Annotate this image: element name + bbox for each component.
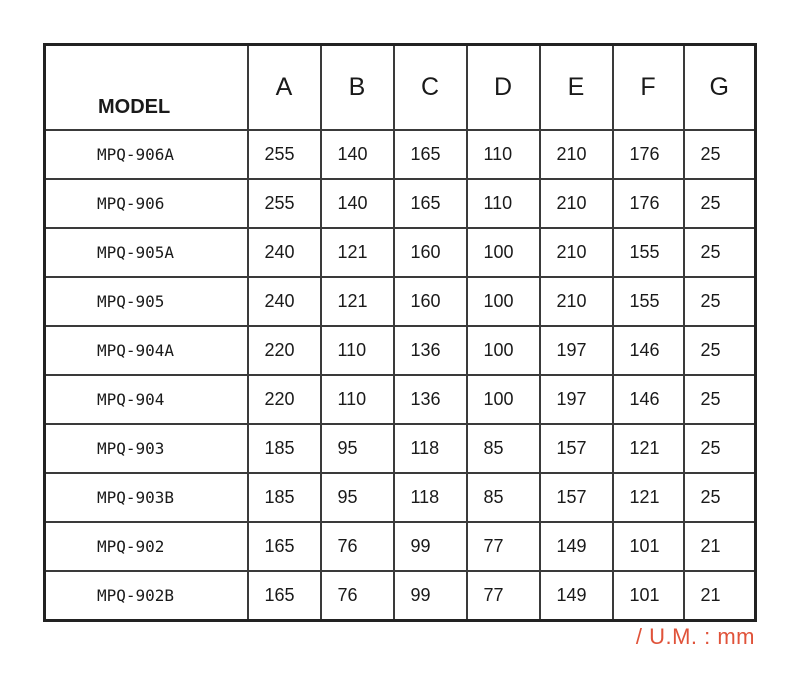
value-cell-c: 160 xyxy=(394,228,467,277)
value-cell-d: 77 xyxy=(467,571,540,621)
value-cell-g: 25 xyxy=(684,424,756,473)
value-cell-c: 165 xyxy=(394,179,467,228)
value-cell-c: 136 xyxy=(394,375,467,424)
header-row xyxy=(45,45,756,131)
table-row xyxy=(45,130,756,179)
value-cell-a: 255 xyxy=(248,179,321,228)
value-cell-e: 149 xyxy=(540,522,613,571)
value-cell-f: 146 xyxy=(613,375,684,424)
model-cell: MPQ-906A xyxy=(45,130,248,179)
model-cell: MPQ-904A xyxy=(45,326,248,375)
value-cell-a: 240 xyxy=(248,228,321,277)
value-cell-f: 101 xyxy=(613,571,684,621)
value-cell-f: 155 xyxy=(613,228,684,277)
column-header-g: G xyxy=(684,45,756,131)
value-cell-e: 210 xyxy=(540,228,613,277)
value-cell-d: 85 xyxy=(467,473,540,522)
value-cell-c: 136 xyxy=(394,326,467,375)
value-cell-g: 21 xyxy=(684,522,756,571)
model-cell: MPQ-906 xyxy=(45,179,248,228)
table-row xyxy=(45,375,756,424)
column-header-e: E xyxy=(540,45,613,131)
table-row xyxy=(45,473,756,522)
value-cell-b: 110 xyxy=(321,375,394,424)
column-header-model: MODEL xyxy=(45,45,248,131)
value-cell-c: 99 xyxy=(394,571,467,621)
value-cell-a: 220 xyxy=(248,375,321,424)
value-cell-b: 121 xyxy=(321,277,394,326)
value-cell-d: 100 xyxy=(467,375,540,424)
table-row xyxy=(45,571,756,621)
table-row xyxy=(45,179,756,228)
model-cell: MPQ-905A xyxy=(45,228,248,277)
table-row xyxy=(45,277,756,326)
model-cell: MPQ-903B xyxy=(45,473,248,522)
value-cell-c: 118 xyxy=(394,424,467,473)
value-cell-b: 95 xyxy=(321,473,394,522)
value-cell-a: 185 xyxy=(248,424,321,473)
unit-note: / U.M. : mm xyxy=(635,624,755,649)
column-header-b: B xyxy=(321,45,394,131)
value-cell-b: 121 xyxy=(321,228,394,277)
value-cell-e: 157 xyxy=(540,473,613,522)
value-cell-a: 220 xyxy=(248,326,321,375)
table-row xyxy=(45,424,756,473)
table-row xyxy=(45,522,756,571)
value-cell-g: 21 xyxy=(684,571,756,621)
value-cell-b: 140 xyxy=(321,179,394,228)
table-row xyxy=(45,326,756,375)
value-cell-f: 146 xyxy=(613,326,684,375)
value-cell-g: 25 xyxy=(684,473,756,522)
value-cell-e: 197 xyxy=(540,326,613,375)
value-cell-e: 210 xyxy=(540,179,613,228)
value-cell-f: 176 xyxy=(613,130,684,179)
value-cell-e: 210 xyxy=(540,277,613,326)
value-cell-b: 76 xyxy=(321,522,394,571)
value-cell-e: 210 xyxy=(540,130,613,179)
value-cell-b: 76 xyxy=(321,571,394,621)
model-cell: MPQ-905 xyxy=(45,277,248,326)
value-cell-a: 165 xyxy=(248,571,321,621)
value-cell-e: 149 xyxy=(540,571,613,621)
model-cell: MPQ-902B xyxy=(45,571,248,621)
value-cell-g: 25 xyxy=(684,228,756,277)
value-cell-d: 100 xyxy=(467,277,540,326)
value-cell-f: 155 xyxy=(613,277,684,326)
value-cell-f: 121 xyxy=(613,473,684,522)
value-cell-f: 121 xyxy=(613,424,684,473)
value-cell-d: 100 xyxy=(467,228,540,277)
column-header-c: C xyxy=(394,45,467,131)
column-header-f: F xyxy=(613,45,684,131)
table-body xyxy=(45,130,756,621)
value-cell-b: 110 xyxy=(321,326,394,375)
value-cell-c: 118 xyxy=(394,473,467,522)
value-cell-g: 25 xyxy=(684,326,756,375)
value-cell-g: 25 xyxy=(684,375,756,424)
value-cell-d: 77 xyxy=(467,522,540,571)
value-cell-g: 25 xyxy=(684,130,756,179)
value-cell-f: 176 xyxy=(613,179,684,228)
value-cell-b: 95 xyxy=(321,424,394,473)
value-cell-a: 185 xyxy=(248,473,321,522)
model-cell: MPQ-902 xyxy=(45,522,248,571)
value-cell-c: 160 xyxy=(394,277,467,326)
dimensions-table xyxy=(43,43,757,622)
table-row xyxy=(45,228,756,277)
value-cell-e: 197 xyxy=(540,375,613,424)
table-header xyxy=(45,45,756,131)
value-cell-b: 140 xyxy=(321,130,394,179)
value-cell-d: 110 xyxy=(467,179,540,228)
column-header-d: D xyxy=(467,45,540,131)
value-cell-c: 99 xyxy=(394,522,467,571)
value-cell-c: 165 xyxy=(394,130,467,179)
value-cell-d: 110 xyxy=(467,130,540,179)
column-header-a: A xyxy=(248,45,321,131)
value-cell-a: 165 xyxy=(248,522,321,571)
value-cell-a: 240 xyxy=(248,277,321,326)
value-cell-d: 85 xyxy=(467,424,540,473)
value-cell-f: 101 xyxy=(613,522,684,571)
value-cell-d: 100 xyxy=(467,326,540,375)
model-cell: MPQ-903 xyxy=(45,424,248,473)
value-cell-g: 25 xyxy=(684,179,756,228)
value-cell-e: 157 xyxy=(540,424,613,473)
value-cell-a: 255 xyxy=(248,130,321,179)
model-cell: MPQ-904 xyxy=(45,375,248,424)
value-cell-g: 25 xyxy=(684,277,756,326)
